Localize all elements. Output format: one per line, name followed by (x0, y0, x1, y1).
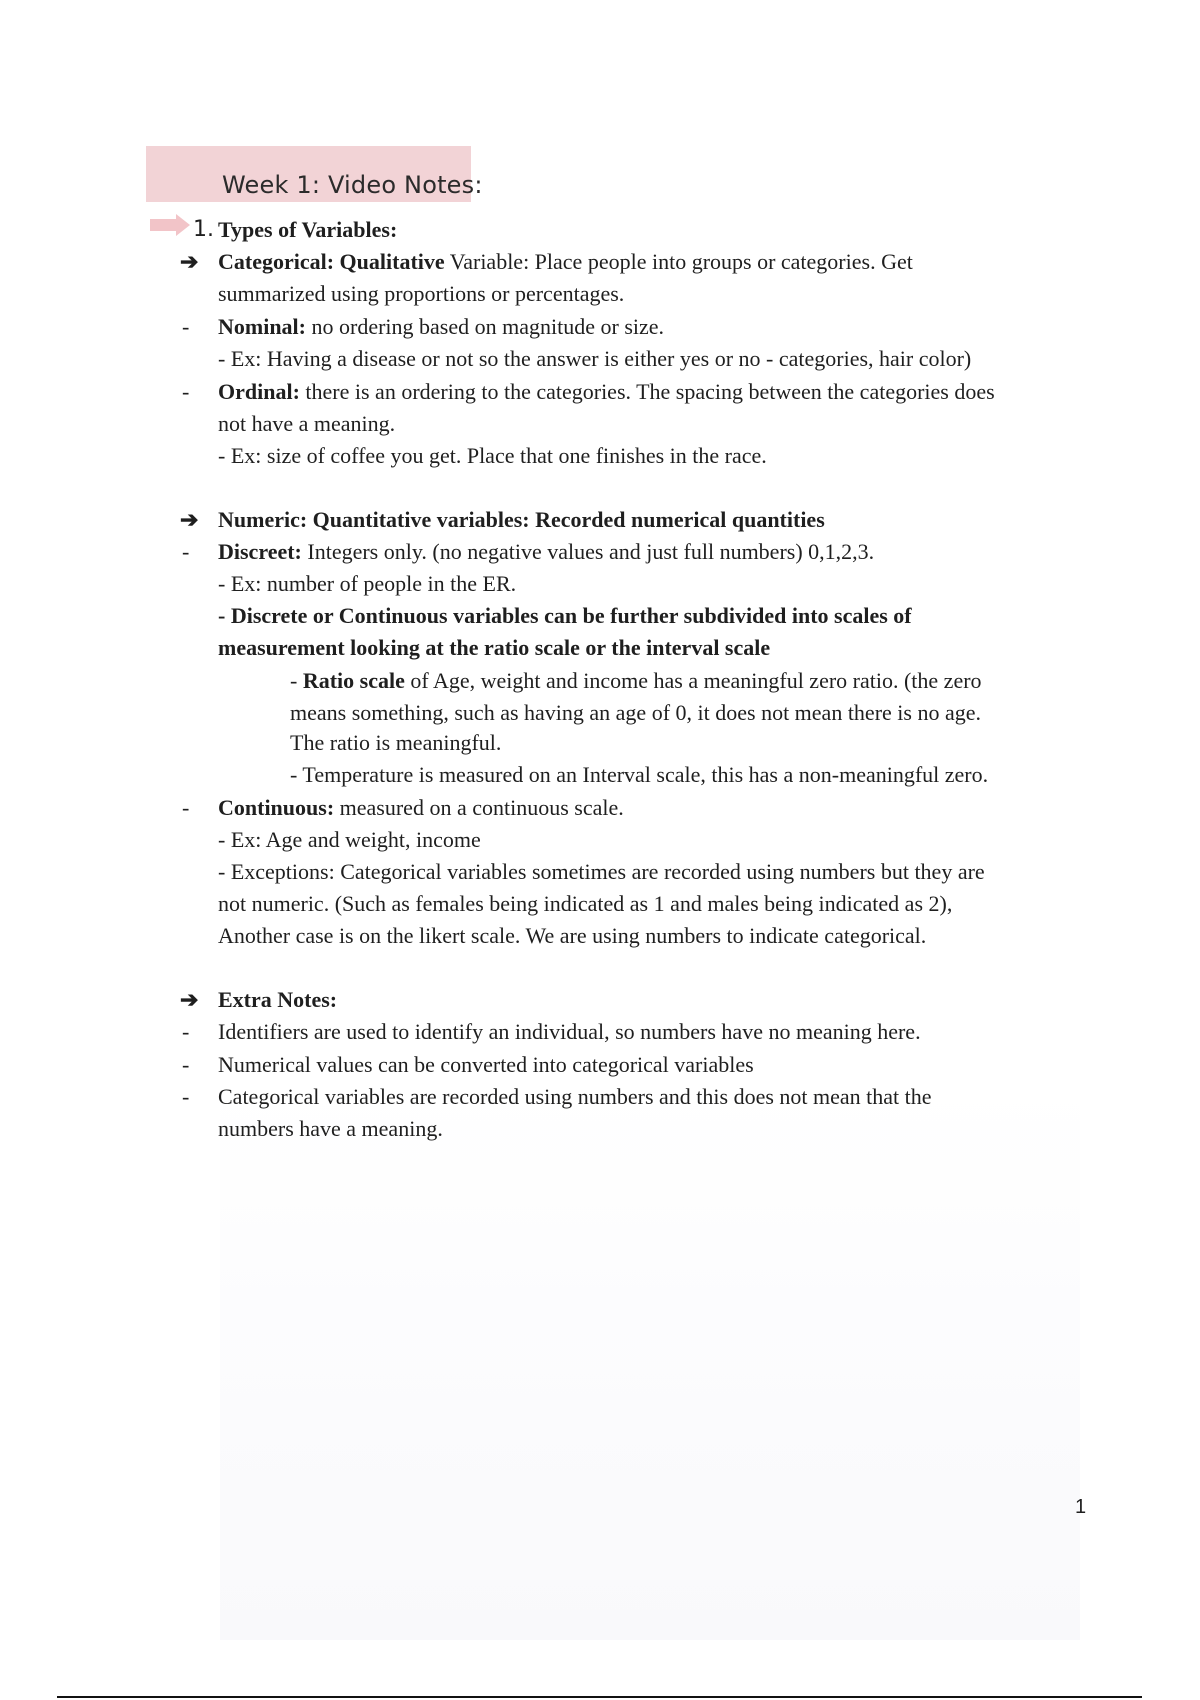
section-number: 1. (193, 217, 214, 242)
subdivide-line-2: measurement looking at the ratio scale or the interval scale (218, 635, 771, 660)
nominal-line: Nominal: no ordering based on magnitude or size. (218, 314, 665, 339)
dash-bullet: - (182, 1052, 190, 1077)
dash-bullet: - (182, 1019, 190, 1044)
dash-bullet: - (182, 539, 190, 564)
page-background-shade (220, 1080, 1080, 1640)
ordinal-line: Ordinal: there is an ordering to the categories. The spacing between the categories does (218, 379, 995, 404)
discreet-line: Discreet: Integers only. (no negative values and just full numbers) 0,1,2,3. (218, 539, 875, 564)
extra-item-3: Categorical variables are recorded using numbers and this does not mean that the (218, 1084, 932, 1109)
page-number: 1 (1075, 1496, 1087, 1518)
arrow-bullet-icon: ➔ (180, 987, 199, 1012)
extra-item-2: Numerical values can be converted into categorical variables (218, 1052, 754, 1077)
exceptions-line-2: not numeric. (Such as females being indicated as 1 and males being indicated as 2), (218, 891, 953, 916)
arrow-bullet-icon: ➔ (180, 507, 199, 532)
section-heading: Types of Variables: (218, 217, 398, 242)
discreet-example: - Ex: number of people in the ER. (218, 571, 517, 596)
dash-bullet: - (182, 795, 190, 820)
extra-item-1: Identifiers are used to identify an individual, so numbers have no meaning here. (218, 1019, 921, 1044)
continuous-example: - Ex: Age and weight, income (218, 827, 481, 852)
temperature-line: - Temperature is measured on an Interval scale, this has a non-meaningful zero. (290, 762, 989, 787)
extra-notes-heading: Extra Notes: (218, 987, 338, 1012)
categorical-line: Categorical: Qualitative Variable: Place people into groups or categories. Get (218, 249, 913, 274)
dash-bullet: - (182, 379, 190, 404)
pointer-arrow-icon (150, 214, 190, 236)
exceptions-line-3: Another case is on the likert scale. We are using numbers to indicate categorical. (218, 923, 927, 948)
nominal-example: - Ex: Having a disease or not so the answer is either yes or no - categories, hair color) (218, 346, 972, 371)
page-title: Week 1: Video Notes: (222, 171, 483, 199)
ratio-line-3: The ratio is meaningful. (290, 730, 502, 755)
ratio-line-2: means something, such as having an age of 0, it does not mean there is no age. (290, 700, 981, 725)
subdivide-line: - Discrete or Continuous variables can be further subdivided into scales of (218, 603, 912, 628)
dash-bullet: - (182, 1084, 190, 1109)
exceptions-line: - Exceptions: Categorical variables sometimes are recorded using numbers but they are (218, 859, 985, 884)
numeric-heading: Numeric: Quantitative variables: Recorded numerical quantities (218, 507, 825, 532)
extra-item-3-cont: numbers have a meaning. (218, 1116, 443, 1141)
arrow-bullet-icon: ➔ (180, 249, 199, 274)
ratio-line: - Ratio scale of Age, weight and income has a meaningful zero ratio. (the zero (290, 668, 982, 693)
ordinal-example: - Ex: size of coffee you get. Place that one finishes in the race. (218, 443, 767, 468)
continuous-line: Continuous: measured on a continuous scale. (218, 795, 624, 820)
bottom-divider (57, 1696, 1142, 1698)
categorical-line-2: summarized using proportions or percentages. (218, 281, 625, 306)
ordinal-line-2: not have a meaning. (218, 411, 396, 436)
dash-bullet: - (182, 314, 190, 339)
